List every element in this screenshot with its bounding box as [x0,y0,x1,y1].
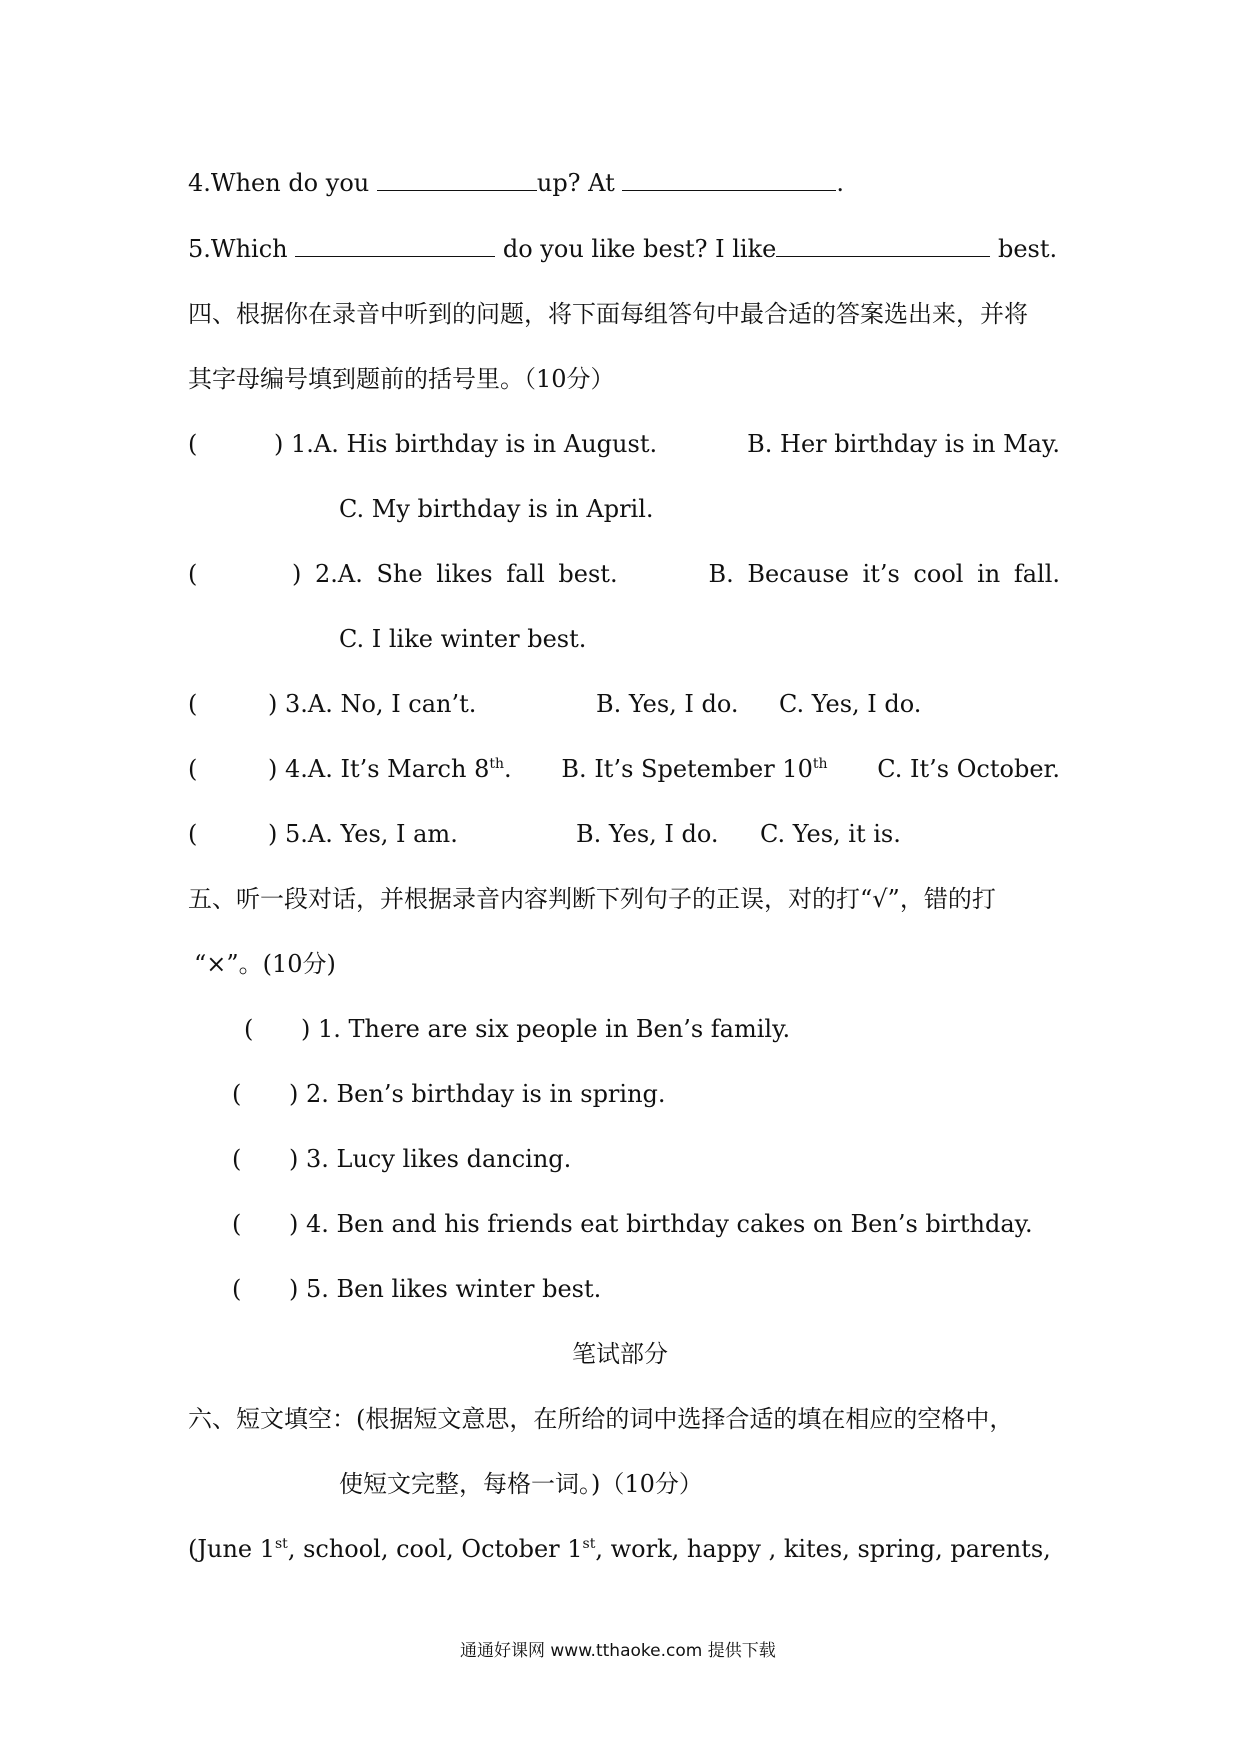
q5-text-1: 5.Which [188,235,296,263]
s4-item-1 [188,429,1060,459]
s4-item-1-option-b: B. Her birthday is in May. [747,430,1060,458]
s4-item-5-option-b: B. Yes, I do. [576,820,719,848]
s5-item-1 [244,1014,790,1044]
s4-item-2-option-c: C. I like winter best. [339,625,587,653]
q5-blank-2[interactable] [776,234,990,257]
s4-item-1-option-c: C. My birthday is in April. [339,495,654,523]
answer-paren[interactable]: ( [232,1210,242,1238]
section-5-title-line-1: 五、听一段对话，并根据录音内容判断下列句子的正误，对的打“√”，错的打 [188,885,996,913]
q4-blank-2[interactable] [622,168,836,191]
answer-paren[interactable]: ( [188,755,198,783]
s4-item-3 [188,689,476,719]
s4-item-4 [188,754,1060,784]
s4-item-1-question [188,429,657,459]
answer-paren[interactable]: ( [232,1080,242,1108]
s5-item-5 [232,1274,601,1304]
s4-item-4-question [188,754,512,784]
answer-paren[interactable]: ( [244,1015,254,1043]
s4-item-5-option-a: ) 5.A. Yes, I am. [268,820,458,848]
s5-item-2 [232,1079,666,1109]
section-6-word-bank: (June 1st, school, cool, October 1st, work, happy , kites, spring, parents, [188,1535,1051,1563]
written-part-heading: 笔试部分 [572,1340,668,1368]
s4-item-3-option-b: B. Yes, I do. [596,690,739,718]
s5-item-5-text: ) 5. Ben likes winter best. [289,1275,602,1303]
answer-paren[interactable]: ( [232,1275,242,1303]
section-6-title-line-2: 使短文完整，每格一词。)（10分） [339,1470,703,1498]
s5-item-3-text: ) 3. Lucy likes dancing. [289,1145,572,1173]
q5-text-2: do you like best? I like [495,235,777,263]
answer-paren[interactable]: ( [188,430,198,458]
s5-item-3 [232,1144,571,1174]
section-4-title-line-2: 其字母编号填到题前的括号里。（10分） [188,365,615,393]
s4-item-1-option-a: ) 1.A. His birthday is in August. [274,430,658,458]
s4-item-2-question [188,559,618,589]
q4-text-1: 4.When do you [188,169,377,197]
q5-text-3: best. [990,235,1058,263]
answer-paren[interactable]: ( [188,690,198,718]
q4-text-3: . [836,169,844,197]
s4-item-5 [188,819,458,849]
s5-item-4-text: ) 4. Ben and his friends eat birthday cakes on Ben’s birthday. [289,1210,1033,1238]
section-4-title-line-1: 四、根据你在录音中听到的问题，将下面每组答句中最合适的答案选出来，并将 [188,300,1028,328]
footer-source: 通通好课网 www.tthaoke.com 提供下载 [460,1641,776,1661]
q4-blank-1[interactable] [377,168,537,191]
answer-paren[interactable]: ( [188,560,198,588]
answer-paren[interactable]: ( [232,1145,242,1173]
s4-item-4-option-a: ) 4.A. It’s March 8th. [268,755,512,783]
q4-text-2: up? At [536,169,623,197]
q5-blank-1[interactable] [295,234,495,257]
s4-item-3-option-a: ) 3.A. No, I can’t. [268,690,477,718]
s4-item-4-option-c: C. It’s October. [877,755,1060,783]
s4-item-2 [188,559,1060,589]
s5-item-4 [232,1209,1033,1239]
s4-item-3-option-c: C. Yes, I do. [779,690,922,718]
s4-item-4-option-b: B. It’s Spetember 10th [561,755,828,783]
s4-item-5-option-c: C. Yes, it is. [760,820,901,848]
answer-paren[interactable]: ( [188,820,198,848]
question-4 [188,168,844,198]
s5-item-1-text: ) 1. There are six people in Ben’s family. [301,1015,791,1043]
section-5-title-line-2: “×”。(10分) [194,950,336,978]
s5-item-2-text: ) 2. Ben’s birthday is in spring. [289,1080,666,1108]
question-5 [188,234,1057,264]
s4-item-2-option-b: B. Because it’s cool in fall. [708,560,1060,588]
section-6-title-line-1: 六、短文填空：(根据短文意思，在所给的词中选择合适的填在相应的空格中， [188,1405,1014,1433]
s4-item-2-option-a: ) 2.A. She likes fall best. [292,560,618,588]
